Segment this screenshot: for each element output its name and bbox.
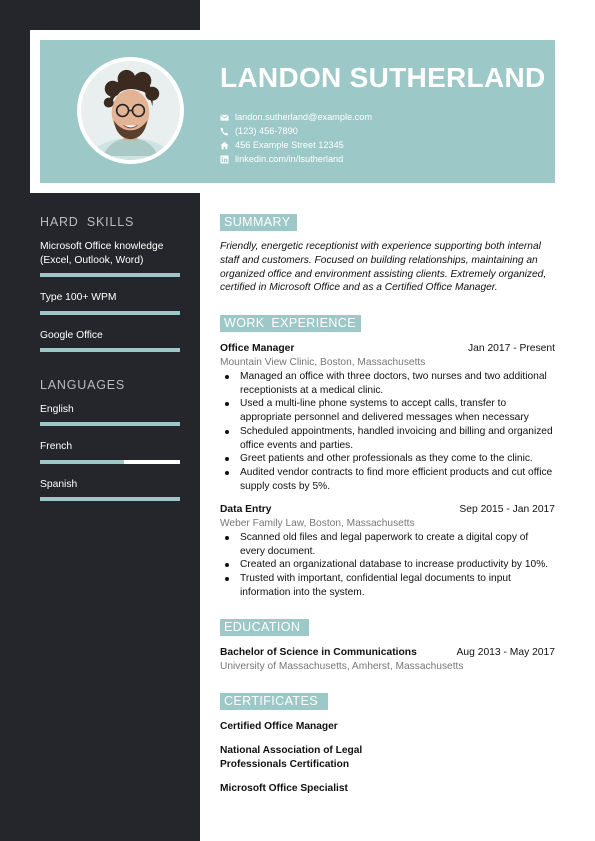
home-icon bbox=[220, 141, 229, 150]
certificate-item: Certified Office Manager bbox=[220, 721, 338, 732]
list-item: Greet patients and other professionals as they come to the clinic. bbox=[240, 452, 555, 466]
job-dates: Jan 2017 - Present bbox=[467, 343, 555, 354]
contact-list bbox=[220, 110, 372, 166]
job-title: Office Manager bbox=[220, 343, 295, 354]
list-item: Used a multi-line phone systems to accept calls, transfer to appropriate personnel and delivered messages when necessary bbox=[240, 397, 555, 424]
languages-heading: LANGUAGES bbox=[40, 378, 126, 392]
job-organization: Weber Family Law, Boston, Massachusetts bbox=[220, 518, 415, 529]
certificate-item: Microsoft Office Specialist bbox=[220, 783, 348, 794]
phone-icon bbox=[220, 127, 229, 136]
header bbox=[30, 30, 565, 193]
job-bullets bbox=[240, 531, 555, 600]
list-item: Trusted with important, confidential legal documents to input information into the system. bbox=[240, 572, 555, 599]
list-item: Created an organizational database to increase productivity by 10%. bbox=[240, 558, 555, 572]
skill-item: Type 100+ WPM bbox=[40, 292, 117, 303]
list-item: Managed an office with three doctors, two nurses and two additional receptionists at a medical clinic. bbox=[240, 370, 555, 397]
skill-bar bbox=[40, 348, 180, 352]
list-item: Audited vendor contracts to find more efficient products and cut office supply costs by 5%. bbox=[240, 466, 555, 493]
summary-heading: SUMMARY bbox=[220, 214, 297, 231]
list-item: Scanned old files and legal paperwork to create a digital copy of every document. bbox=[240, 531, 555, 558]
candidate-name: LANDON SUTHERLAND bbox=[220, 62, 546, 93]
contact-address-text: 456 Example Street 12345 bbox=[235, 140, 344, 150]
avatar bbox=[77, 57, 184, 164]
contact-email[interactable] bbox=[220, 110, 372, 124]
certificate-item: National Association of Legal Professionals Certification bbox=[220, 745, 363, 770]
skill-item: Google Office bbox=[40, 330, 103, 341]
language-item: English bbox=[40, 404, 74, 415]
profile-photo bbox=[81, 61, 180, 160]
contact-email-text: landon.sutherland@example.com bbox=[235, 112, 373, 122]
header-banner bbox=[40, 40, 555, 183]
contact-linkedin[interactable] bbox=[220, 152, 372, 166]
linkedin-icon bbox=[220, 155, 229, 164]
language-bar bbox=[40, 460, 180, 464]
skill-item: Microsoft Office knowledge (Excel, Outlook, Word) bbox=[40, 241, 164, 266]
skill-bar bbox=[40, 273, 180, 277]
job-title: Data Entry bbox=[220, 504, 272, 515]
degree: Bachelor of Science in Communications bbox=[220, 647, 417, 658]
contact-address bbox=[220, 138, 372, 152]
language-item: French bbox=[40, 441, 73, 452]
certificates-heading: CERTIFICATES bbox=[220, 693, 328, 710]
job-dates: Sep 2015 - Jan 2017 bbox=[459, 504, 555, 515]
summary-text: Friendly, energetic receptionist with experience supporting both internal staff and customers. Focused on building relationships, maintaining an organized office and environment assisting clients. Extremely organized, certified in Microsoft Office and as a Certified Office Manager. bbox=[220, 241, 547, 294]
contact-phone-text: (123) 456-7890 bbox=[235, 126, 298, 136]
school: University of Massachusetts, Amherst, Massachusetts bbox=[220, 661, 464, 672]
contact-linkedin-text: linkedin.com/in/lsutherland bbox=[235, 154, 344, 164]
list-item: Scheduled appointments, handled invoicing and billing and organized office events and parties. bbox=[240, 425, 555, 452]
job-bullets bbox=[240, 370, 555, 493]
envelope-icon bbox=[220, 113, 229, 122]
job-organization: Mountain View Clinic, Boston, Massachusetts bbox=[220, 357, 426, 368]
skill-bar bbox=[40, 311, 180, 315]
language-item: Spanish bbox=[40, 479, 78, 490]
language-bar bbox=[40, 497, 180, 501]
hard-skills-heading: HARD SKILLS bbox=[40, 215, 135, 229]
work-experience-heading: WORK EXPERIENCE bbox=[220, 315, 361, 332]
education-dates: Aug 2013 - May 2017 bbox=[456, 647, 555, 658]
contact-phone[interactable] bbox=[220, 124, 372, 138]
education-heading: EDUCATION bbox=[220, 619, 309, 636]
language-bar bbox=[40, 422, 180, 426]
